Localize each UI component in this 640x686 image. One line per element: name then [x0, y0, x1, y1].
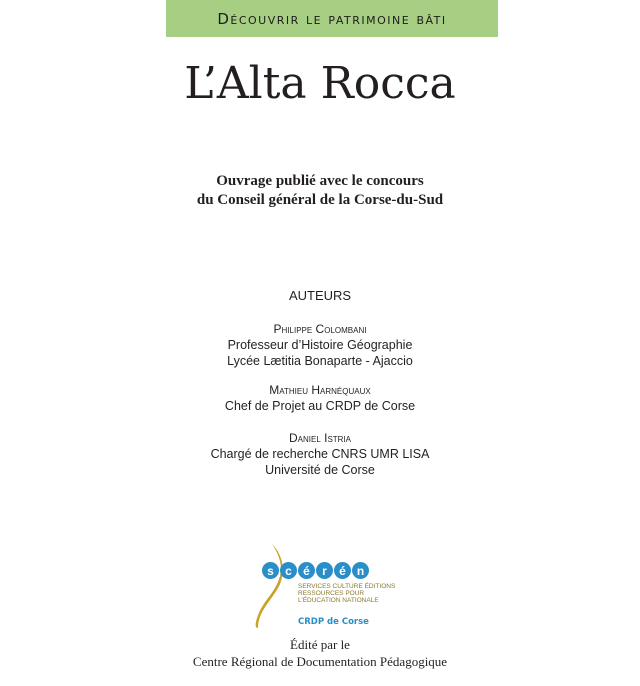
wordmark-letter: c [280, 562, 297, 579]
logo-crdp-label: CRDP de Corse [298, 617, 369, 627]
book-title: L’Alta Rocca [184, 58, 456, 109]
author-role: Chef de Projet au CRDP de Corse [224, 399, 416, 413]
collection-banner [166, 0, 498, 37]
publisher-name: Centre Régional de Documentation Pédagogique [192, 654, 448, 669]
publisher-note-line-1: Édité par le [290, 637, 350, 652]
logo-tagline [298, 583, 395, 604]
tagline-line: RESSOURCES POUR [298, 590, 365, 597]
sceren-logo [250, 542, 410, 630]
author-block [0, 321, 640, 369]
author-block [0, 382, 640, 414]
publication-note-line-2: du Conseil général de la Corse-du-Sud [196, 192, 444, 208]
publication-note-line-1: Ouvrage publié avec le concours [216, 173, 424, 189]
wordmark-letter: r [316, 562, 333, 579]
author-affiliation: Université de Corse [265, 463, 375, 477]
authors-heading: AUTEURS [288, 288, 352, 303]
sceren-wordmark [262, 562, 369, 579]
author-name: Daniel Istria [288, 431, 351, 445]
wordmark-letter: é [298, 562, 315, 579]
tagline-line: L’ÉDUCATION NATIONALE [298, 597, 379, 604]
author-role: Professeur d’Histoire Géographie [227, 338, 413, 352]
collection-title: Découvrir le patrimoine bâti [217, 9, 447, 28]
author-name: Mathieu Harnéquaux [269, 383, 371, 397]
author-affiliation: Lycée Lætitia Bonaparte - Ajaccio [227, 354, 413, 368]
publication-note [0, 172, 640, 210]
author-name: Philippe Colombani [273, 322, 367, 336]
author-block [0, 430, 640, 478]
publisher-note [0, 636, 640, 670]
wordmark-letter: n [352, 562, 369, 579]
author-role: Chargé de recherche CNRS UMR LISA [210, 447, 430, 461]
wordmark-letter: é [334, 562, 351, 579]
wordmark-letter: s [262, 562, 279, 579]
tagline-line: SERVICES CULTURE ÉDITIONS [298, 583, 396, 590]
